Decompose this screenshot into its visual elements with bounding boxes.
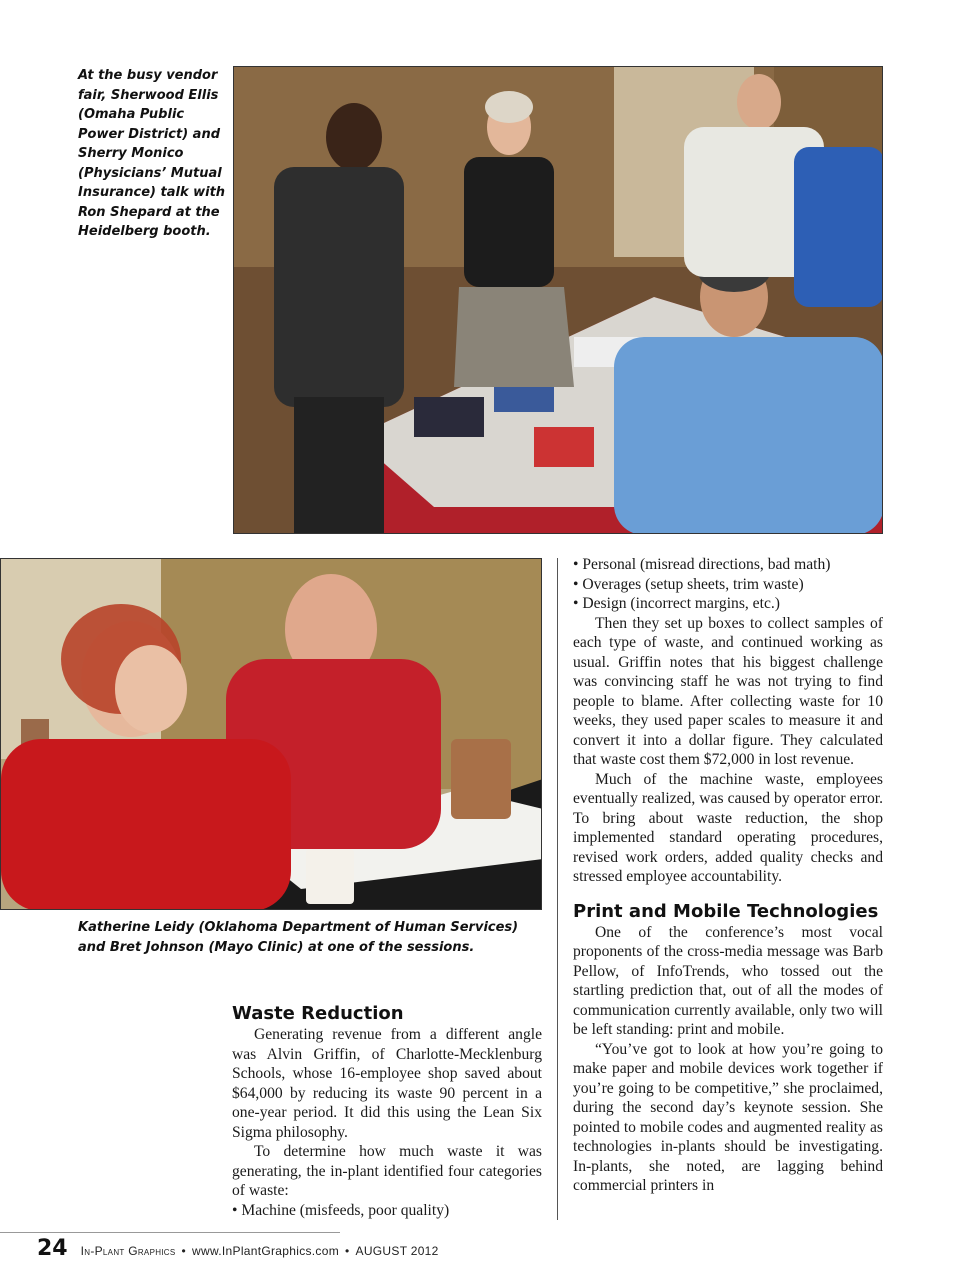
session-photo — [0, 558, 542, 910]
article-column-left — [232, 1003, 542, 1220]
session-illustration — [1, 559, 542, 910]
vendor-fair-photo — [233, 66, 883, 534]
separator: • — [181, 1244, 187, 1258]
paragraph: Generating revenue from a different angle was Alvin Griffin, of Charlotte-Mecklenburg Schools, whose 16-employee shop saved about $64,000 by reducing its waste 90 percent in a one-year period. It did this using the Lean Six Sigma philosophy. — [232, 1026, 542, 1141]
column-divider — [557, 558, 558, 1220]
paragraph: One of the conference’s most vocal proponents of the cross-media message was Barb Pellow, of InfoTrends, who tossed out the startling prediction that, out of all the modes of communication currently available, only two will be left standing: print and mobile. — [573, 923, 883, 1038]
article-column-right — [573, 555, 883, 1196]
section-heading-print-mobile: Print and Mobile Technologies — [573, 900, 879, 922]
bullet-item: • Overages (setup sheets, trim waste) — [573, 575, 804, 593]
vendor-fair-illustration — [234, 67, 883, 534]
paragraph: Much of the machine waste, employees eventually realized, was caused by operator error. To bring about waste reduction, the shop implemented standard operating procedures, revised work orders, added quality checks and stressed employee accountability. — [573, 770, 883, 885]
magazine-name: In-Plant Graphics — [80, 1244, 176, 1258]
caption-bottom-text: Katherine Leidy (Oklahoma Department of Human Services) and Bret Johnson (Mayo Clinic) at one of the sessions. — [78, 920, 519, 955]
paragraph: “You’ve got to look at how you’re going to make paper and mobile devices work together if you’re going to be competitive,” she proclaimed, during the second day’s keynote session. She pointed to mobile codes and augmented reality as technologies in-plants should be investigating. In-plants, she noted, are lagging behind commercial printers in — [573, 1040, 883, 1194]
section-heading-waste-reduction: Waste Reduction — [232, 1003, 404, 1024]
paragraph: To determine how much waste it was generating, the in-plant identified four categories of waste: — [232, 1143, 542, 1199]
paragraph: Then they set up boxes to collect samples of each type of waste, and continued working as usual. Griffin notes that his biggest challenge was convincing staff he was not trying to find people to blame. After collecting waste for 10 weeks, they used paper scales to measure it and convert it into a dollar figure. They calculated that waste cost them $72,000 in lost revenue. — [573, 614, 883, 768]
bullet-item: • Design (incorrect margins, etc.) — [573, 595, 780, 612]
issue-date: AUGUST 2012 — [355, 1244, 439, 1258]
bullet-item: • Personal (misread directions, bad math) — [573, 556, 831, 573]
page-footer — [37, 1236, 439, 1264]
photo-caption-top — [78, 66, 228, 242]
footer-info — [81, 1244, 439, 1258]
photo-caption-bottom — [78, 918, 538, 957]
separator: • — [345, 1244, 350, 1258]
footer-rule — [0, 1232, 340, 1233]
magazine-url: www.InPlantGraphics.com — [192, 1244, 339, 1258]
caption-top-text: At the busy vendor fair, Sherwood Ellis (Omaha Public Power District) and Sherry Monico (Physicians’ Mutual Insurance) talk with Ron Shepard at the Heidelberg booth. — [78, 68, 226, 239]
page-number: 24 — [37, 1236, 68, 1261]
bullet-item: • Machine (misfeeds, poor quality) — [232, 1201, 450, 1219]
